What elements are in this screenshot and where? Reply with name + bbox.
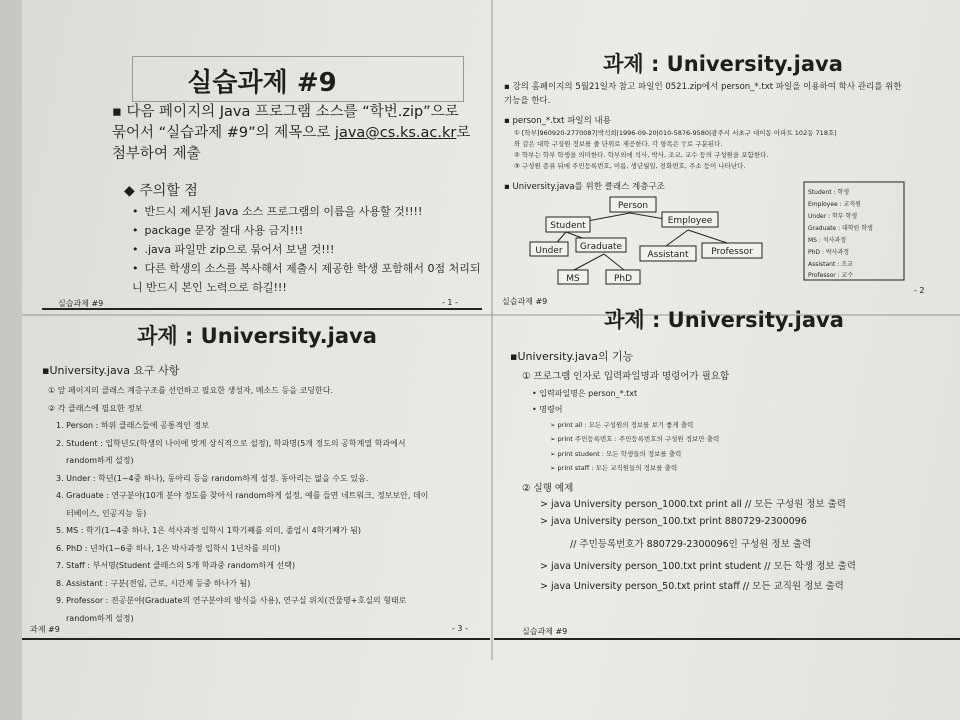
example-line: > java University person_1000.txt print all // 모든 구성원 정보 출력 [540, 499, 846, 510]
step-1: ① 프로그램 인자로 입력파일명과 명령어가 필요함 [522, 371, 730, 382]
caution-item: • package 문장 절대 사용 금지!!! [132, 221, 482, 240]
footer-rule [22, 638, 490, 640]
file-format-heading: ▪ person_*.txt 파일의 내용 [504, 116, 611, 126]
requirement-line: 1. Person : 하위 클래스들에 공통적인 정보 [56, 421, 209, 430]
footer-rule [42, 308, 482, 310]
requirements-heading: ▪University.java 요구 사항 [42, 364, 180, 377]
command-item: ➢ print all : 모든 구성원의 정보를 보기 좋게 출력 [550, 421, 694, 429]
node-assistant: Assistant [647, 250, 689, 260]
class-hierarchy-diagram [488, 30, 958, 310]
example-line: // 주민등록번호가 880729-2300096인 구성원 정보 출력 [570, 539, 812, 550]
legend-item: MS : 석사과정 [808, 237, 847, 244]
bullet-icon: ▪ [510, 350, 518, 363]
command-item: ➢ print 주민등록번호 : 주민등록번호의 구성원 정보만 출력 [550, 435, 720, 443]
caution-list [132, 202, 482, 297]
requirement-line: 9. Professor : 전공분야(Graduate의 연구분야의 방식을 사용), 연구실 위치(건물명+호실의 형태로 [56, 596, 407, 605]
bullet-icon: ▪ [504, 116, 513, 126]
requirement-line: 6. PhD : 년차(1~6중 하나, 1은 박사과정 입학시 1년차를 의미) [56, 543, 281, 553]
caution-item: • 다른 학생의 소스를 복사해서 제출시 제공한 학생 포함해서 0점 처리되니 반드시 본인 노력으로 하길!!! [132, 259, 482, 297]
requirement-line: random하게 설정) [66, 456, 134, 465]
node-person: Person [617, 201, 649, 211]
node-professor: Professor [711, 247, 753, 257]
footer-rule [494, 638, 960, 640]
requirement-line: ② 각 클래스에 필요한 정보 [48, 403, 143, 413]
node-employee: Employee [667, 216, 713, 226]
example-line: > java University person_50.txt print staff // 모든 교직원 정보 출력 [540, 581, 844, 592]
slide-3 [22, 316, 490, 646]
requirement-line: random하게 설정) [66, 613, 134, 623]
step-2: ② 실행 예제 [522, 483, 574, 494]
legend-item: Graduate : 대학원 학생 [808, 225, 873, 232]
node-ms: MS [566, 274, 580, 284]
slide-2-page: - 2 [914, 286, 925, 295]
slide-3-title: 과제 : University.java [137, 324, 377, 348]
command-item: ➢ print staff : 모든 교직원들의 정보를 출력 [550, 464, 678, 472]
functions-heading: ▪University.java의 기능 [510, 350, 634, 363]
slide-4-footer: 실습과제 #9 [522, 627, 568, 636]
diamond-bullet-icon: ◆ [124, 183, 140, 199]
requirement-line: 8. Assistant : 구분(전임, 근로, 시간제 등중 하나가 됨) [56, 578, 251, 588]
node-under: Under [535, 246, 563, 256]
caution-item: • .java 파일만 zip으로 묶어서 보낼 것!!! [132, 240, 482, 259]
legend-item: Employee : 교직원 [808, 201, 861, 208]
requirement-line: 터베이스, 인공지능 등) [66, 508, 147, 518]
slide-1-page: - 1 - [442, 298, 458, 307]
printed-sheet [22, 0, 960, 720]
bullet-icon: ▪ [112, 104, 127, 120]
legend-item: Professor : 교수 [808, 272, 854, 279]
hierarchy-heading: ▪ University.java를 위한 클래스 계층구조 [504, 182, 665, 192]
slide-2-title: 과제 : University.java [603, 52, 843, 76]
requirement-line: 4. Graduate : 연구분야(10개 분야 정도를 찾아서 random하게 설정, 예를 들면 네트워크, 정보보안, 데이 [56, 491, 429, 500]
submission-instructions: ▪ 다음 페이지의 Java 프로그램 소스를 “학번.zip”으로 묶어서 “실습과제 #9”의 제목으로 java@cs.ks.ac.kr로 첨부하여 제출 [112, 104, 471, 162]
bullet-icon: ▪ [42, 364, 50, 377]
slide-1-footer: 실습과제 #9 [58, 299, 104, 308]
legend-item: Assistant : 조교 [808, 261, 853, 268]
caution-item: • 반드시 제시된 Java 소스 프로그램의 이름을 사용할 것!!!! [132, 202, 482, 221]
example-line: > java University person_100.txt print student // 모든 학생 정보 출력 [540, 561, 856, 572]
requirement-line: 3. Under : 학년(1~4중 하나), 동아리 등을 random하게 설정. 동아리는 없을 수도 있음. [56, 473, 369, 483]
slide-4 [494, 300, 960, 646]
requirement-line: ① 앞 페이지의 클래스 계층구조를 선언하고 필요한 생성자, 메소드 등을 코딩한다. [48, 386, 333, 395]
commands-heading: • 명령어 [532, 405, 563, 414]
legend-item: Student : 학생 [808, 189, 850, 196]
example-line: > java University person_100.txt print 880729-2300096 [540, 516, 807, 527]
node-student: Student [550, 221, 586, 231]
legend-item: PhD : 박사과정 [808, 249, 850, 256]
slide-3-footer: 과제 #9 [30, 625, 60, 634]
requirement-line: 5. MS : 학기(1~4중 하나, 1은 석사과정 입학시 1학기째를 의미, 졸업시 4학기째가 됨) [56, 526, 361, 535]
bullet-icon: ▪ [504, 182, 513, 192]
requirement-line: 2. Student : 입학년도(학생의 나이에 맞게 상식적으로 설정), 학과명(5개 정도의 공학계열 학과에서 [56, 438, 406, 448]
slide-2 [488, 30, 958, 310]
bullet-icon: ▪ [504, 82, 513, 92]
caution-heading: ◆ 주의할 점 [124, 183, 198, 199]
command-item: ➢ print student : 모든 학생들의 정보를 출력 [550, 450, 682, 458]
slide-1 [42, 40, 482, 310]
assignment-description: ▪ 강의 홈페이지의 5월21일자 참고 파일인 0521.zip에서 person_*.txt 파일을 이용하여 학사 관리를 위한 기능을 한다. [504, 82, 902, 106]
node-graduate: Graduate [579, 242, 623, 252]
slide-4-title: 과제 : University.java [604, 308, 844, 332]
requirements-list [42, 382, 482, 627]
slide-3-page: - 3 - [452, 624, 468, 633]
input-file-item: • 입력파일명은 person_*.txt [532, 389, 638, 398]
slide-1-title: 실습과제 #9 [187, 68, 337, 98]
node-phd: PhD [613, 274, 633, 284]
requirement-line: 7. Staff : 부서명(Student 클래스의 5개 학과중 random하게 선택) [56, 561, 296, 570]
legend-item: Under : 학부 학생 [808, 213, 858, 220]
slide-2-footer: 실습과제 #9 [502, 297, 548, 306]
file-format-details: ① [학부]960920-2770087|박석희|1996-09-20|010-5876-9580|광주시 서초구 대이동 아파트 102동 718호| 와 같은 대학 구성원 정보를 줄 단위로 제공한다. 각 항목은 '|'로 구분된다. ② 학부는 학부 학생을 의미한다. 학부외에 석사, 박사, 조교, 교수 등의 구성원을 포함한다. ③ 구성원 종류 뒤에 주민등록번호, 이름, 생년월일, 전화번호, 주소 등이 나타난다. [514, 129, 837, 170]
email-address: java@cs.ks.ac.kr [334, 125, 457, 141]
